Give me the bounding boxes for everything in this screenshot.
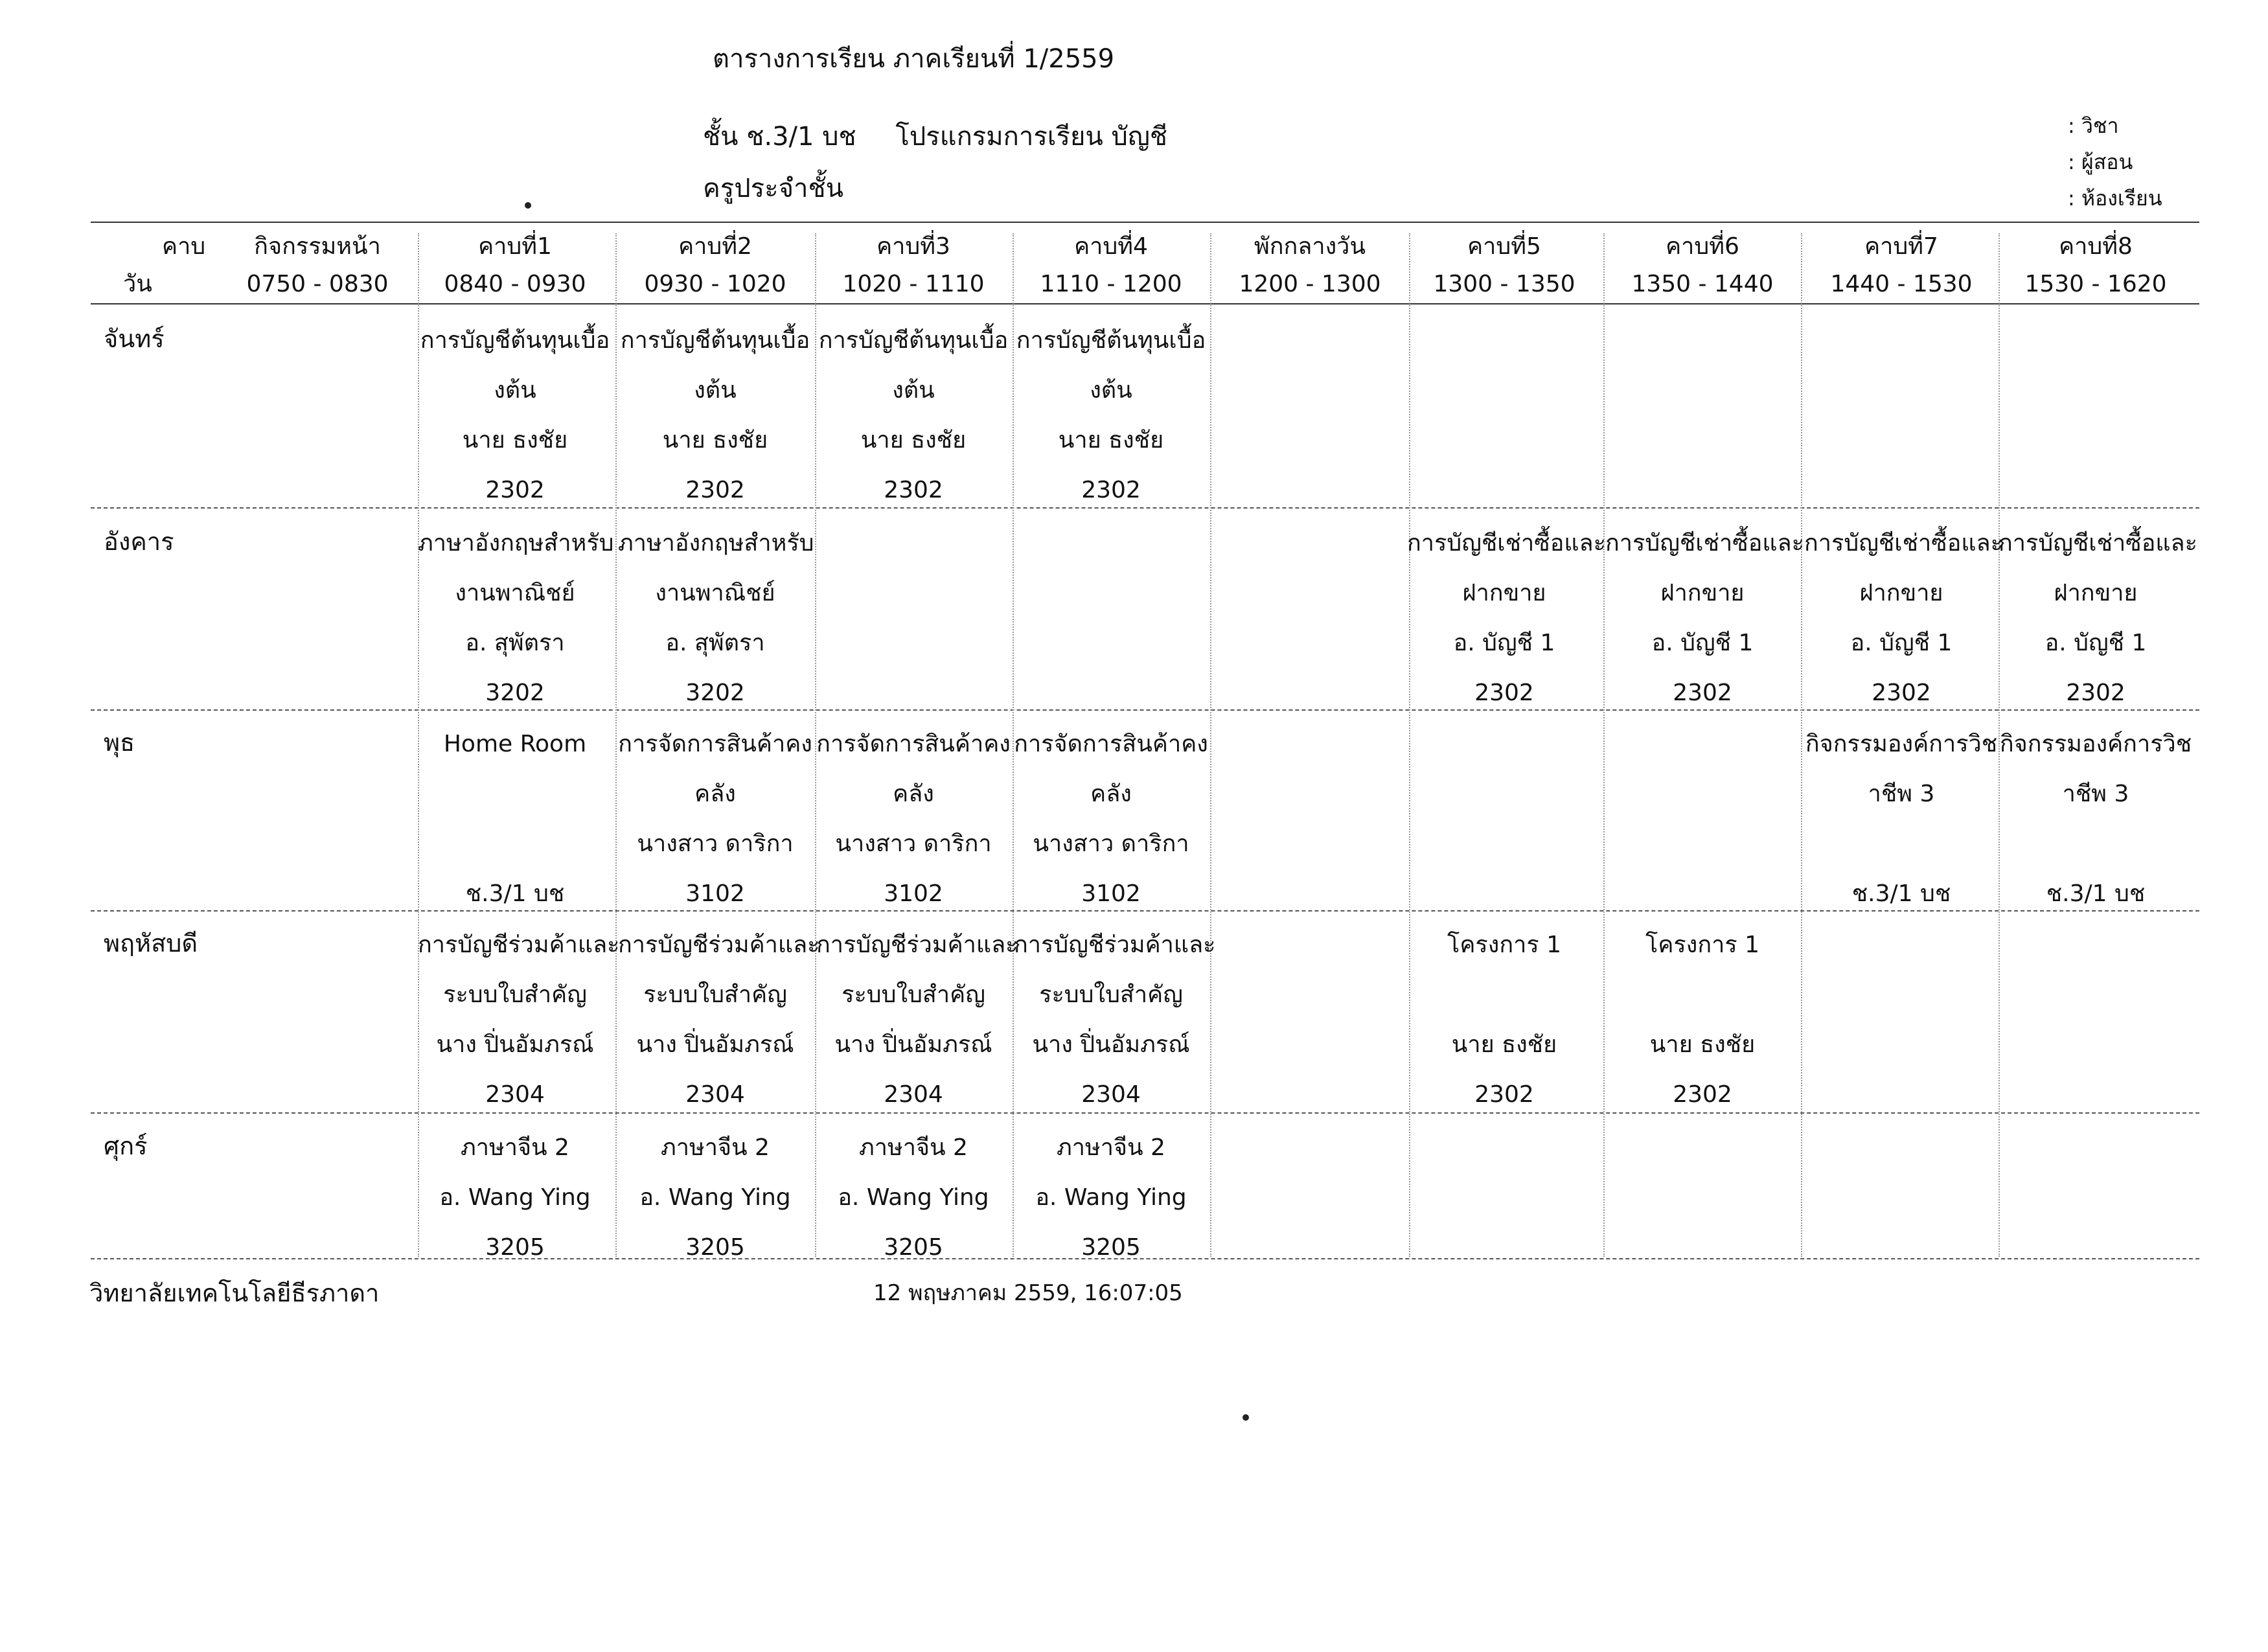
header-period-name: พักกลางวัน: [1254, 233, 1366, 260]
timetable-cell: [1014, 518, 1208, 718]
cell-line: 2302: [1673, 1081, 1732, 1108]
cell-line: [1605, 1123, 1800, 1173]
cell-line: 3202: [485, 680, 545, 706]
legend-subject: : วิชา: [2068, 113, 2119, 138]
cell-line: การบัญชีร่วมค้าและ: [1014, 932, 1216, 958]
cell-line: 2302: [485, 477, 545, 503]
cell-line: ช.3/1 บช: [1851, 880, 1951, 907]
cell-line: ภาษาอังกฤษสำหรับ: [418, 530, 614, 556]
cell-line: อ. Wang Ying: [1035, 1184, 1187, 1211]
timetable-cell: [1407, 920, 1601, 1119]
timetable-cell: [816, 920, 1018, 1119]
cell-line: [1605, 315, 1800, 365]
column-divider: [615, 233, 617, 1257]
cell-line: [220, 415, 415, 465]
cell-line: [1407, 970, 1601, 1020]
cell-line: การบัญชีเช่าซื้อและ: [1605, 530, 1804, 556]
cell-line: [1804, 415, 1999, 465]
timetable-cell: [816, 1123, 1011, 1272]
cell-line: คลัง: [1090, 781, 1132, 807]
cell-line: ฝากขาย: [2054, 580, 2138, 606]
cell-line: [1605, 719, 1800, 769]
cell-line: ระบบใบสำคัญ: [842, 981, 985, 1008]
header-period-time: 1020 - 1110: [842, 271, 985, 297]
header-period-time: 0840 - 0930: [444, 271, 586, 297]
timetable-cell: [220, 1123, 415, 1272]
cell-line: ฝากขาย: [1859, 580, 1943, 606]
cell-line: 2302: [1474, 1081, 1534, 1108]
timetable-cell: [1407, 719, 1601, 919]
cell-line: [1014, 518, 1208, 568]
cell-line: [1407, 315, 1601, 365]
cell-line: อ. สุพัตรา: [665, 630, 765, 656]
cell-line: [1999, 970, 2193, 1020]
timetable-cell: [1407, 315, 1601, 515]
cell-line: าชีพ 3: [2062, 781, 2129, 807]
cell-line: [1213, 315, 1407, 365]
corner-day-label: วัน: [123, 271, 152, 297]
cell-line: [1804, 365, 1999, 415]
timetable-cell: [220, 920, 415, 1119]
cell-line: [220, 1222, 415, 1272]
cell-line: กิจกรรมองค์การวิช: [1999, 731, 2192, 757]
cell-line: [1213, 1070, 1407, 1119]
header-column: [418, 228, 612, 303]
timetable-cell: [618, 719, 812, 919]
cell-line: อ. Wang Ying: [439, 1184, 591, 1211]
cell-line: งต้น: [1090, 377, 1132, 404]
cell-line: อ. บัญชี 1: [1651, 630, 1754, 656]
cell-line: [1999, 415, 2193, 465]
cell-line: [1213, 668, 1407, 718]
header-period-time: 1200 - 1300: [1239, 271, 1381, 297]
cell-line: [1407, 719, 1601, 769]
header-column: [1605, 228, 1800, 303]
cell-line: [220, 819, 415, 869]
cell-line: การบัญชีร่วมค้าและ: [618, 932, 820, 958]
corner-period-label: คาบ: [162, 233, 206, 260]
cell-line: อ. บัญชี 1: [1453, 630, 1555, 656]
timetable-cell: [1605, 719, 1800, 919]
scan-speck: [525, 202, 531, 209]
timetable-cell: [1804, 518, 2003, 718]
cell-line: นาง ปิ่นอัมภรณ์: [436, 1031, 594, 1058]
header-period-name: คาบที่1: [478, 233, 552, 260]
cell-line: [1999, 1222, 2193, 1272]
cell-line: การบัญชีต้นทุนเบื้อ: [1016, 327, 1206, 354]
cell-line: งต้น: [892, 377, 935, 404]
timetable-cell: [1804, 315, 1999, 515]
header-period-time: 1110 - 1200: [1040, 271, 1182, 297]
header-column: [1407, 228, 1601, 303]
cell-line: อ. บัญชี 1: [2045, 630, 2147, 656]
cell-line: [1804, 315, 1999, 365]
timetable-cell: [1999, 719, 2193, 919]
cell-line: [1407, 1123, 1601, 1173]
cell-line: [1213, 365, 1407, 415]
timetable-cell: [220, 518, 415, 718]
homeroom-teacher-label: ครูประจำชั้น: [703, 174, 843, 203]
header-period-time: 0750 - 0830: [246, 271, 389, 297]
cell-line: 3205: [1081, 1234, 1141, 1261]
timetable-cell: [220, 315, 415, 515]
cell-line: ช.3/1 บช: [465, 880, 565, 907]
timetable-cell: [1014, 719, 1208, 919]
cell-line: นางสาว ดาริกา: [835, 831, 992, 857]
header-top-rule: [91, 222, 2199, 223]
cell-line: 2302: [1474, 680, 1534, 706]
cell-legend: [2068, 108, 2162, 216]
class-info: [703, 115, 1167, 157]
cell-line: [816, 618, 1011, 668]
timetable-cell: [418, 1123, 612, 1272]
day-label: อังคาร: [104, 527, 174, 556]
cell-line: การบัญชีต้นทุนเบื้อ: [620, 327, 810, 354]
cell-line: [220, 518, 415, 568]
timetable-cell: [1999, 1123, 2193, 1272]
cell-line: นาง ปิ่นอัมภรณ์: [1032, 1031, 1190, 1058]
cell-line: [1213, 920, 1407, 970]
header-period-name: คาบที่2: [678, 233, 752, 260]
cell-line: [1014, 618, 1208, 668]
cell-line: โครงการ 1: [1645, 932, 1760, 958]
cell-line: งต้น: [494, 377, 536, 404]
timetable-cell: [1407, 518, 1606, 718]
cell-line: 3202: [685, 680, 745, 706]
cell-line: [220, 568, 415, 618]
header-period-name: คาบที่5: [1467, 233, 1541, 260]
cell-line: [220, 465, 415, 515]
cell-line: ภาษาจีน 2: [661, 1134, 770, 1161]
timetable-cell: [816, 719, 1011, 919]
cell-line: การบัญชีต้นทุนเบื้อ: [420, 327, 610, 354]
column-divider: [1210, 233, 1211, 1257]
cell-line: [816, 518, 1011, 568]
header-column: [220, 228, 415, 303]
cell-line: [1407, 1222, 1601, 1272]
cell-line: การบัญชีต้นทุนเบื้อ: [818, 327, 1009, 354]
cell-line: [220, 365, 415, 415]
cell-line: [1213, 618, 1407, 668]
cell-line: นาย ธงชัย: [1058, 427, 1164, 453]
cell-line: [1605, 365, 1800, 415]
timetable-cell: [1014, 315, 1208, 515]
timetable-cell: [418, 518, 612, 718]
cell-line: [1999, 1123, 2193, 1173]
cell-line: การบัญชีร่วมค้าและ: [418, 932, 620, 958]
header-column: [618, 228, 812, 303]
cell-line: Home Room: [443, 731, 587, 757]
cell-line: [220, 618, 415, 668]
header-column: [1213, 228, 1407, 303]
cell-line: นาย ธงชัย: [1451, 1031, 1557, 1058]
cell-line: [220, 668, 415, 718]
cell-line: [220, 1070, 415, 1119]
cell-line: [1605, 769, 1800, 819]
header-period-time: 0930 - 1020: [644, 271, 786, 297]
cell-line: 2304: [485, 1081, 545, 1108]
timetable-cell: [1213, 518, 1407, 718]
header-column: [1014, 228, 1208, 303]
cell-line: [1999, 1173, 2193, 1222]
cell-line: [220, 315, 415, 365]
cell-line: [1213, 1123, 1407, 1173]
header-column: [1804, 228, 1999, 303]
print-timestamp: 12 พฤษภาคม 2559, 16:07:05: [873, 1280, 1183, 1306]
cell-line: 2302: [884, 477, 943, 503]
cell-line: [1804, 819, 1999, 869]
cell-line: 3102: [884, 880, 943, 907]
page-title: ตารางการเรียน ภาคเรียนที่ 1/2559: [713, 44, 1115, 74]
cell-line: 3205: [685, 1234, 745, 1261]
header-column: [1999, 228, 2193, 303]
class-label: ชั้น ช.3/1 บช: [703, 122, 856, 152]
cell-line: [1407, 1173, 1601, 1222]
column-divider: [1603, 233, 1605, 1257]
cell-line: ภาษาจีน 2: [859, 1134, 968, 1161]
cell-line: [1804, 1123, 1999, 1173]
cell-line: [1804, 1173, 1999, 1222]
cell-line: [1999, 819, 2193, 869]
header-period-time: 1300 - 1350: [1433, 271, 1575, 297]
timetable-cell: [1213, 315, 1407, 515]
cell-line: โครงการ 1: [1447, 932, 1562, 958]
cell-line: ภาษาจีน 2: [461, 1134, 569, 1161]
timetable-cell: [618, 1123, 812, 1272]
cell-line: [220, 1020, 415, 1070]
cell-line: [1213, 819, 1407, 869]
cell-line: 2302: [685, 477, 745, 503]
header-column: [816, 228, 1011, 303]
timetable-cell: [1999, 920, 2193, 1119]
cell-line: การบัญชีเช่าซื้อและ: [1407, 530, 1606, 556]
cell-line: อ. บัญชี 1: [1850, 630, 1953, 656]
cell-line: [1407, 869, 1601, 919]
cell-line: [418, 819, 612, 869]
cell-line: ระบบใบสำคัญ: [443, 981, 587, 1008]
cell-line: 2304: [685, 1081, 745, 1108]
cell-line: งานพาณิชย์: [455, 580, 575, 606]
program-label: โปรแกรมการเรียน บัญชี: [895, 122, 1168, 152]
cell-line: [1999, 1020, 2193, 1070]
timetable-cell: [418, 920, 620, 1119]
cell-line: [220, 1123, 415, 1173]
cell-line: 2302: [1673, 680, 1732, 706]
cell-line: [1014, 568, 1208, 618]
cell-line: [1804, 1222, 1999, 1272]
header-period-name: คาบที่7: [1864, 233, 1938, 260]
timetable-cell: [1804, 920, 1999, 1119]
cell-line: ภาษาอังกฤษสำหรับ: [618, 530, 814, 556]
cell-line: [1999, 920, 2193, 970]
header-period-time: 1350 - 1440: [1631, 271, 1774, 297]
header-bottom-rule: [91, 303, 2199, 304]
cell-line: อ. สุพัตรา: [465, 630, 565, 656]
cell-line: [1605, 869, 1800, 919]
cell-line: [1804, 970, 1999, 1020]
timetable-cell: [220, 719, 415, 919]
cell-line: [1213, 970, 1407, 1020]
cell-line: [220, 1173, 415, 1222]
timetable-cell: [418, 315, 612, 515]
cell-line: นางสาว ดาริกา: [1033, 831, 1189, 857]
day-label: จันทร์: [104, 325, 165, 353]
timetable-cell: [1605, 920, 1800, 1119]
cell-line: งต้น: [694, 377, 737, 404]
timetable-cell: [1605, 315, 1800, 515]
cell-line: ระบบใบสำคัญ: [1039, 981, 1183, 1008]
cell-line: อ. Wang Ying: [639, 1184, 791, 1211]
cell-line: [1804, 1020, 1999, 1070]
timetable-cell: [418, 719, 612, 919]
timetable-cell: [1014, 1123, 1208, 1272]
header-period-time: 1530 - 1620: [2024, 271, 2167, 297]
cell-line: [1804, 920, 1999, 970]
timetable-cell: [1999, 315, 2193, 515]
timetable-cell: [1014, 920, 1216, 1119]
cell-line: [1407, 769, 1601, 819]
cell-line: [220, 869, 415, 919]
cell-line: [220, 970, 415, 1020]
cell-line: นาย ธงชัย: [860, 427, 967, 453]
cell-line: [220, 920, 415, 970]
timetable-cell: [1605, 518, 1804, 718]
cell-line: [1804, 1070, 1999, 1119]
cell-line: [1213, 1222, 1407, 1272]
header-period-name: คาบที่8: [2059, 233, 2133, 260]
timetable-cell: [1407, 1123, 1601, 1272]
cell-line: ฝากขาย: [1462, 580, 1546, 606]
timetable-cell: [618, 518, 812, 718]
cell-line: 2302: [2066, 680, 2125, 706]
cell-line: [1213, 415, 1407, 465]
cell-line: [1605, 1173, 1800, 1222]
timetable-cell: [618, 315, 812, 515]
day-label: พฤหัสบดี: [104, 929, 198, 958]
cell-line: [1605, 819, 1800, 869]
timetable-cell: [816, 518, 1011, 718]
cell-line: [418, 769, 612, 819]
day-label: ศุกร์: [104, 1132, 148, 1160]
cell-line: [1605, 970, 1800, 1020]
cell-line: [1999, 465, 2193, 515]
cell-line: 2302: [1081, 477, 1141, 503]
cell-line: 3205: [884, 1234, 943, 1261]
cell-line: 3102: [1081, 880, 1141, 907]
table-bottom-rule: [91, 1258, 2199, 1259]
cell-line: กิจกรรมองค์การวิช: [1805, 731, 1998, 757]
cell-line: [1804, 465, 1999, 515]
cell-line: การจัดการสินค้าคง: [816, 731, 1011, 757]
cell-line: ฝากขาย: [1660, 580, 1745, 606]
cell-line: [1407, 819, 1601, 869]
cell-line: [1213, 869, 1407, 919]
column-divider: [1801, 233, 1802, 1257]
scan-speck: [1243, 1414, 1249, 1421]
cell-line: การจัดการสินค้าคง: [618, 731, 812, 757]
cell-line: [1999, 315, 2193, 365]
timetable-cell: [1999, 518, 2197, 718]
timetable-cell: [618, 920, 820, 1119]
cell-line: [220, 719, 415, 769]
header-period-name: คาบที่6: [1666, 233, 1739, 260]
cell-line: นาย ธงชัย: [1649, 1031, 1756, 1058]
legend-room: : ห้องเรียน: [2068, 186, 2162, 211]
cell-line: [1999, 365, 2193, 415]
cell-line: นาง ปิ่นอัมภรณ์: [834, 1031, 992, 1058]
timetable-cell: [1213, 719, 1407, 919]
timetable-cell: [1213, 1123, 1407, 1272]
cell-line: [1213, 465, 1407, 515]
cell-line: อ. Wang Ying: [838, 1184, 989, 1211]
cell-line: การจัดการสินค้าคง: [1014, 731, 1208, 757]
header-period-name: คาบที่3: [876, 233, 950, 260]
cell-line: คลัง: [893, 781, 934, 807]
cell-line: [1213, 769, 1407, 819]
timetable-cell: [1804, 1123, 1999, 1272]
cell-line: [1213, 518, 1407, 568]
cell-line: 3205: [485, 1234, 545, 1261]
cell-line: [1407, 415, 1601, 465]
timetable-cell: [816, 315, 1011, 515]
cell-line: [816, 568, 1011, 618]
cell-line: 3102: [685, 880, 745, 907]
cell-line: [1407, 465, 1601, 515]
cell-line: [1213, 1173, 1407, 1222]
cell-line: [1213, 719, 1407, 769]
cell-line: นางสาว ดาริกา: [637, 831, 794, 857]
cell-line: [1605, 465, 1800, 515]
cell-line: [220, 769, 415, 819]
cell-line: [816, 668, 1011, 718]
cell-line: [1213, 1020, 1407, 1070]
cell-line: การบัญชีเช่าซื้อและ: [1804, 530, 2003, 556]
cell-line: ระบบใบสำคัญ: [643, 981, 787, 1008]
cell-line: นาย ธงชัย: [462, 427, 568, 453]
timetable-cell: [1605, 1123, 1800, 1272]
cell-line: [1014, 668, 1208, 718]
cell-line: นาง ปิ่นอัมภรณ์: [636, 1031, 794, 1058]
college-name: วิทยาลัยเทคโนโลยีธีรภาดา: [89, 1279, 380, 1307]
cell-line: 2302: [1872, 680, 1931, 706]
timetable-cell: [1213, 920, 1407, 1119]
cell-line: ภาษาจีน 2: [1057, 1134, 1165, 1161]
day-label: พุธ: [104, 728, 135, 757]
header-period-name: กิจกรรมหน้า: [254, 233, 381, 260]
cell-line: 2304: [884, 1081, 943, 1108]
cell-line: [1999, 1070, 2193, 1119]
cell-line: นาย ธงชัย: [662, 427, 768, 453]
cell-line: ช.3/1 บช: [2046, 880, 2146, 907]
cell-line: [1407, 365, 1601, 415]
cell-line: 2304: [1081, 1081, 1141, 1108]
cell-line: [1213, 568, 1407, 618]
header-period-name: คาบที่4: [1074, 233, 1148, 260]
cell-line: คลัง: [694, 781, 736, 807]
cell-line: งานพาณิชย์: [655, 580, 775, 606]
cell-line: าชีพ 3: [1868, 781, 1935, 807]
cell-line: การบัญชีเช่าซื้อและ: [1999, 530, 2197, 556]
legend-teacher: : ผู้สอน: [2068, 150, 2133, 174]
cell-line: [1605, 1222, 1800, 1272]
cell-line: การบัญชีร่วมค้าและ: [816, 932, 1018, 958]
header-period-time: 1440 - 1530: [1830, 271, 1973, 297]
timetable-cell: [1804, 719, 1999, 919]
cell-line: [1605, 415, 1800, 465]
